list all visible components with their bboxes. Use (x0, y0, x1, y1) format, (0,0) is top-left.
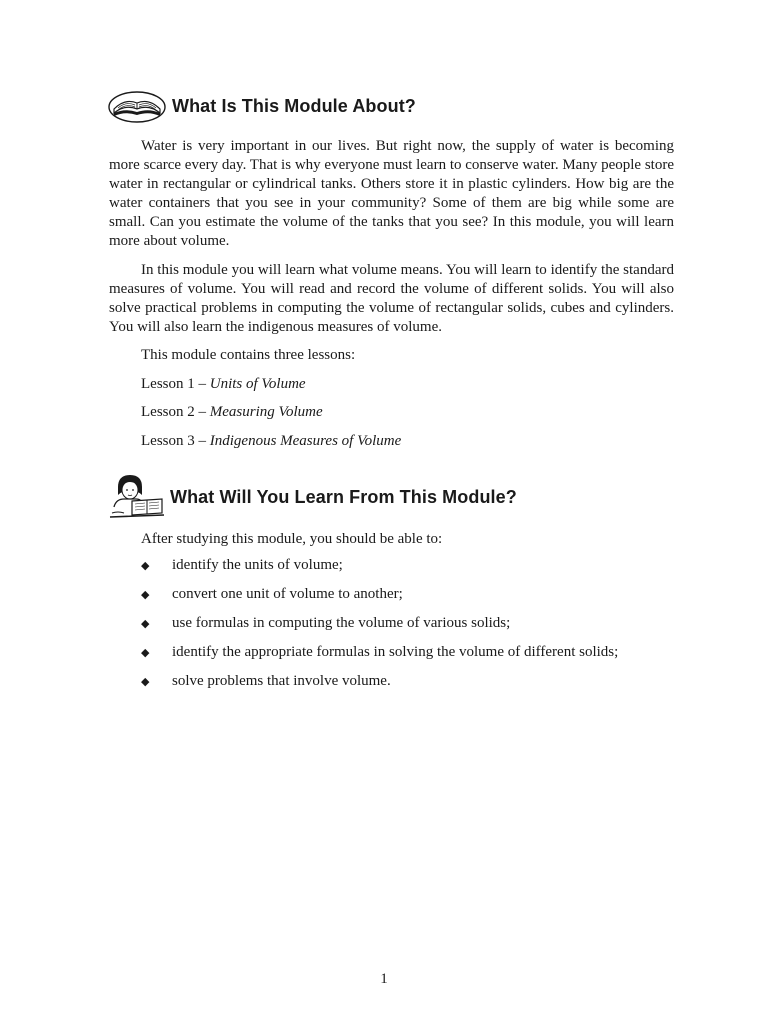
objective-text: convert one unit of volume to another; (172, 586, 403, 602)
lesson-item (141, 403, 323, 422)
lesson-title: Measuring Volume (209, 404, 323, 420)
lesson-title: Units of Volume (209, 376, 306, 392)
section-heading-learn (108, 473, 517, 521)
diamond-bullet-icon: ◆ (141, 559, 150, 572)
page-number: 1 (380, 971, 388, 987)
section-heading-about (108, 89, 416, 123)
about-paragraph-2: In this module you will learn what volume means. You will learn to identify the standard measures of volume. You will read and record the volume of different solids. You will also solve practical problems in computing the volume of rectangular solids, cubes and cylinders. You will also learn the indigenous measures of volume. (109, 262, 674, 335)
objective-text: use formulas in computing the volume of various solids; (172, 615, 511, 631)
lesson-prefix: Lesson 1 – (141, 376, 210, 392)
list-item (141, 643, 618, 672)
diamond-bullet-icon: ◆ (141, 588, 150, 601)
objectives-intro: After studying this module, you should be able to: (141, 531, 443, 547)
lessons-intro: This module contains three lessons: (141, 347, 356, 363)
list-item (141, 556, 618, 585)
open-book-icon (108, 89, 166, 123)
list-item (141, 585, 618, 614)
objective-text: identify the units of volume; (172, 557, 343, 573)
diamond-bullet-icon: ◆ (141, 617, 150, 630)
objective-text: solve problems that involve volume. (172, 673, 391, 689)
lesson-title: Indigenous Measures of Volume (209, 433, 402, 449)
section-title-about: What Is This Module About? (172, 95, 416, 116)
section-title-learn: What Will You Learn From This Module? (170, 486, 517, 507)
objective-text: identify the appropriate formulas in solving the volume of different solids; (172, 644, 619, 660)
list-item (141, 614, 618, 643)
lesson-item (141, 375, 306, 394)
objectives-list (141, 556, 618, 701)
list-item (141, 672, 618, 701)
diamond-bullet-icon: ◆ (141, 646, 150, 659)
lesson-prefix: Lesson 2 – (141, 404, 210, 420)
about-paragraph-1: Water is very important in our lives. But right now, the supply of water is becoming more scarce every day. That is why everyone must learn to conserve water. Many people store water in rectangular or cylindrical tanks. Others store it in plastic cylinders. How big are the water containers that you see in your community? Some of them are big while some are small. Can you estimate the volume of the tanks that you see? In this module, you will learn more about volume. (109, 138, 674, 249)
lesson-item (141, 432, 401, 451)
student-reading-icon (108, 473, 166, 521)
diamond-bullet-icon: ◆ (141, 675, 150, 688)
lesson-prefix: Lesson 3 – (141, 433, 210, 449)
